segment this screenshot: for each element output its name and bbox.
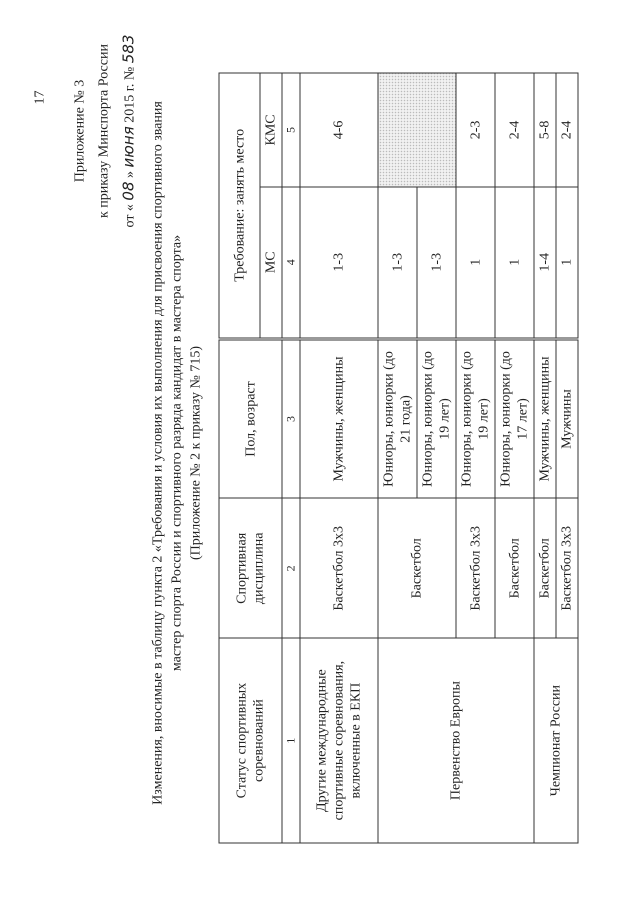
requirements-table [218,72,578,843]
col-number: 5 [282,73,300,187]
appendix-order-ref: к приказу Минспорта России [96,43,111,218]
cell-kms: 2-4 [556,73,578,187]
appendix-date-line [116,34,142,227]
cell-status: Другие международные спортивные соревнования, включенные в ЕКП [300,638,378,843]
document-heading [148,0,205,905]
heading-line-3: (Приложение № 2 к приказу № 715) [188,345,203,560]
order-number: 583 [119,34,137,63]
header-discipline: Спортивная дисциплина [219,498,282,638]
cell-sex-age: Мужчины, женщины [534,338,556,498]
table-header-row [219,73,260,843]
cell-ms: 1 [495,186,534,338]
table-row [300,73,378,843]
cell-kms-empty [378,73,456,187]
appendix-title: Приложение № 3 [72,79,87,182]
cell-sex-age: Мужчины, женщины [300,338,378,498]
date-day: 08 [119,180,137,201]
cell-ms: 1-4 [534,186,556,338]
cell-status: Первенство Европы [378,638,534,843]
header-status: Статус спортивных соревнований [219,638,282,843]
table-column-numbers [282,73,300,843]
date-month: июня [119,125,137,167]
table-row [534,73,556,843]
cell-discipline: Баскетбол 3х3 [456,498,495,638]
header-requirement: Требование: занять место [219,73,260,339]
col-number: 2 [282,498,300,638]
page-number: 17 [32,90,47,104]
cell-sex-age: Мужчины [556,338,578,498]
cell-kms: 2-3 [456,73,495,187]
header-kms: КМС [260,73,282,187]
cell-kms: 5-8 [534,73,556,187]
heading-line-1: Изменения, вносимые в таблицу пункта 2 «Требования и условия их выполнения для присвоения спортивного звания [150,100,165,805]
cell-sex-age: Юниоры, юниорки (до 19 лет) [417,338,456,498]
date-prefix: от « [122,203,137,227]
table-row [378,73,417,843]
date-year: 2015 г. № [122,66,137,123]
heading-line-2: мастер спорта России и спортивного разряда кандидат в мастера спорта» [169,234,184,671]
cell-ms: 1-3 [300,186,378,338]
cell-discipline: Баскетбол [495,498,534,638]
col-number: 1 [282,638,300,843]
col-number: 3 [282,338,300,498]
cell-ms: 1 [556,186,578,338]
cell-kms: 2-4 [495,73,534,187]
cell-ms: 1-3 [417,186,456,338]
cell-kms: 4-6 [300,73,378,187]
cell-ms: 1-3 [378,186,417,338]
date-mid: » [122,170,137,178]
cell-discipline: Баскетбол [378,498,456,638]
header-sex-age: Пол, возраст [219,338,282,498]
cell-sex-age: Юниоры, юниорки (до 21 года) [378,338,417,498]
header-ms: МС [260,186,282,338]
col-number: 4 [282,186,300,338]
cell-sex-age: Юниоры, юниорки (до 19 лет) [456,338,495,498]
cell-status: Чемпионат России [534,638,578,843]
appendix-block [68,34,142,227]
cell-discipline: Баскетбол 3х3 [556,498,578,638]
cell-ms: 1 [456,186,495,338]
cell-discipline: Баскетбол [534,498,556,638]
cell-sex-age: Юниоры, юниорки (до 17 лет) [495,338,534,498]
cell-discipline: Баскетбол 3х3 [300,498,378,638]
